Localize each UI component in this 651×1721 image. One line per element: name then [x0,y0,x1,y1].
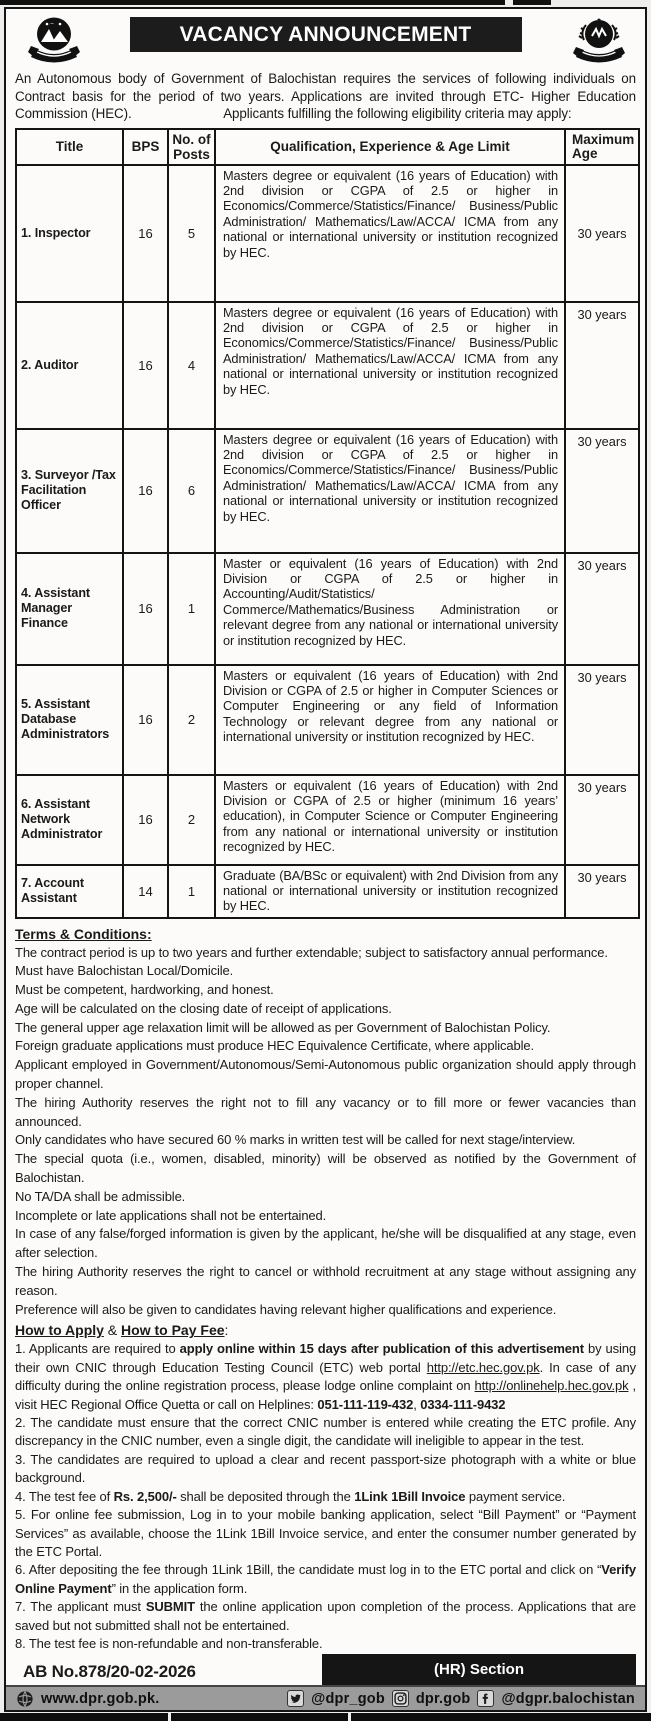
bps-cell: 16 [123,302,168,429]
ampersand: & [103,1322,122,1339]
max-age-cell: 30 years [565,665,639,775]
qualification-cell: Masters degree or equivalent (16 years of Education) with 2nd division or CGPA of 2.5 or higher in Economics/Commerce/Statistics/Finance/ Business/Public Administration/ Mathematics/Law/ACCA/ ICMA from any national or international university or institution recognized by HEC. [215,302,565,429]
how-to-item: 1. Applicants are required to apply online within 15 days after publication of this advertisement by using their own CNIC through Education Testing Council (ETC) web portal http://etc.hec.gov.pk. In case of any difficulty during the online registration process, please lodge online complaint on http://onlinehelp.hec.gov.pk , visit HEC Regional Office Quetta or call on Helplines: 051-111-119-432, 0334-111-9432 [15,1341,637,1412]
posts-cell: 6 [168,429,215,553]
colon: : [224,1322,229,1339]
qualification-cell: Masters degree or equivalent (16 years of Education) with 2nd division or CGPA of 2.5 or higher in Economics/Commerce/Statistics/Finance/ Business/Public Administration/ Mathematics/Law/ACCA/ ICMA from any national or international university or institution recognized by HEC. [215,165,565,302]
table-header-row [16,129,639,165]
instagram-handle: dpr.gob [415,1690,471,1707]
how-to-item: 6. After depositing the fee through 1Link 1Bill, the candidate must log in to the ETC portal and click on “Verify Online Payment” in the application form. [15,1562,636,1596]
terms-and-conditions-section [15,926,636,1320]
how-to-heading [15,1322,636,1338]
term-item: Age will be calculated on the closing date of receipt of applications. [15,1000,392,1016]
max-age-cell: 30 years [565,775,639,865]
ab-number: AB No.878/20-02-2026 [23,1662,196,1681]
table-row [16,429,639,553]
max-age-cell: 30 years [565,302,639,429]
advert-header [15,14,636,62]
term-item: Must have Balochistan Local/Domicile. [15,963,234,979]
bps-cell: 16 [123,553,168,665]
term-item: Must be competent, hardworking, and honest. [15,982,274,998]
posts-cell: 2 [168,775,215,865]
how-to-apply-section [15,1321,636,1653]
bps-cell: 16 [123,775,168,865]
job-title-cell: 3. Surveyor /Tax Facilitation Officer [16,429,123,553]
hr-section-box [322,1654,636,1685]
link-text: http://onlinehelp.hec.gov.pk [474,1378,629,1394]
how-to-item: 3. The candidates are required to upload a clear and recent passport-size photograph with a white or blue background. [15,1451,636,1486]
col-header-qualification: Qualification, Experience & Age Limit [215,129,565,165]
job-title-cell: 6. Assistant Network Administrator [16,775,123,865]
qualification-cell: Masters or equivalent (16 years of Education) with 2nd Division or CGPA of 2.5 or higher (minimum 16 years’ education), in Computer Science or Computer Engineering from any national or international university or institution recognized by HEC. [215,775,565,865]
bps-cell: 16 [123,665,168,775]
job-title-cell: 2. Auditor [16,302,123,429]
bps-cell: 16 [123,429,168,553]
term-item: The general upper age relaxation limit will be allowed as per Government of Balochistan Policy. [15,1019,551,1035]
job-title-cell: 4. Assistant Manager Finance [16,553,123,665]
posts-cell: 1 [168,553,215,665]
col-header-bps: BPS [123,129,168,165]
advert-footer [15,1654,636,1685]
hr-section-label: (HR) Section [434,1661,524,1678]
bps-cell: 14 [123,865,168,918]
how-to-item: 7. The applicant must SUBMIT the online application upon completion of the process. Applications that are saved but not submitted shall not be entertained. [15,1599,636,1633]
vacancies-table [15,128,640,919]
how-to-item: 4. The test fee of Rs. 2,500/- shall be deposited through the 1Link 1Bill Invoice payment service. [15,1488,566,1504]
table-row [16,865,639,918]
qualification-cell: Graduate (BA/BSc or equivalent) with 2nd Division from any national or international university or institution recognized by HEC. [215,865,565,918]
globe-icon [16,1690,34,1708]
twitter-icon [287,1690,304,1707]
posts-cell: 5 [168,165,215,302]
term-item: Applicant employed in Government/Autonomous/Semi-Autonomous public organization should apply through proper channel. [15,1057,636,1092]
job-title-cell: 1. Inspector [16,165,123,302]
max-age-cell: 30 years [565,865,639,918]
how-to-item: 8. The test fee is non-refundable and non-transferable. [15,1635,323,1651]
posts-cell: 4 [168,302,215,429]
balochistan-crest-icon [25,16,83,66]
vacancy-advertisement [4,7,647,1712]
col-header-posts: No. of Posts [168,129,215,165]
max-age-cell: 30 years [565,553,639,665]
instagram-icon [392,1690,409,1707]
term-item: Preference will also be given to candidates having relevant higher qualifications and experience. [15,1301,557,1317]
term-item: The contract period is up to two years and further extendable; subject to satisfactory annual performance. [15,944,608,960]
max-age-cell: 30 years [565,429,639,553]
link-text: http://etc.hec.gov.pk [426,1359,540,1375]
term-item: No TA/DA shall be admissible. [15,1188,186,1204]
term-item: Foreign graduate applications must produce HEC Equivalence Certificate, where applicable. [15,1038,535,1054]
intro-paragraph [15,70,636,123]
term-item: The special quota (i.e., women, disabled, minority) will be observed as notified by the Government of Balochistan. [15,1151,636,1186]
facebook-icon [477,1690,494,1707]
posts-cell: 1 [168,865,215,918]
term-item: The hiring Authority reserves the right to cancel or withhold recruitment at any stage without assigning any reason. [15,1264,636,1298]
col-header-title: Title [16,129,123,165]
dpr-social-bar [6,1685,645,1710]
table-row [16,165,639,302]
table-row [16,665,639,775]
bps-cell: 16 [123,165,168,302]
qualification-cell: Masters or equivalent (16 years of Education) with 2nd Division or CGPA of 2.5 or higher in Computer Sciences or Computer Engineering or any field of Information Technology or relevant degree from any national or international university or institution recognized by HEC. [215,665,565,775]
qualification-cell: Masters degree or equivalent (16 years of Education) with 2nd division or CGPA of 2.5 or higher in Economics/Commerce/Statistics/Finance/ Business/Public Administration/ Mathematics/Law/ACCA/ ICMA from any national or international university or institution recognized by HEC. [215,429,565,553]
table-row [16,553,639,665]
col-header-max-age: Maximum Age [565,129,639,165]
term-item: Incomplete or late applications shall not be entertained. [15,1207,327,1223]
department-crest-icon [570,16,628,70]
facebook-handle: @dgpr.balochistan [501,1690,635,1707]
table-row [16,775,639,865]
job-title-cell: 5. Assistant Database Administrators [16,665,123,775]
table-row [16,302,639,429]
title-bar [130,17,522,52]
twitter-handle: @dpr_gob [311,1690,385,1707]
terms-heading: Terms & Conditions: [15,925,152,942]
website-url: www.dpr.gob.pk. [41,1690,160,1707]
how-to-item: 2. The candidate must ensure that the correct CNIC number is entered while creating the ETC profile. Any discrepancy in the CNIC number, even a single digit, the candidate will ineligible to appear in the test. [15,1415,636,1449]
adjacent-print-remnant-top [0,0,651,6]
adjacent-print-remnant-bottom [0,1713,651,1721]
how-to-apply-label: How to Apply [15,1322,104,1339]
term-item: The hiring Authority reserves the right not to fill any vacancy or to fill more or fewer vacancies than announced. [15,1094,636,1129]
term-item: In case of any false/forged information is given by the applicant, he/she will be disqualified at any stage, even after selection. [15,1226,636,1261]
page-title: VACANCY ANNOUNCEMENT [179,22,472,46]
intro-text: An Autonomous body of Government of Balochistan requires the services of following individuals on Contract basis for the period of two years. Applications are invited through ETC- Higher Education Commission (HEC). [15,71,636,121]
qualification-cell: Master or equivalent (16 years of Education) with 2nd Division or CGPA of 2.5 or higher in Accounting/Audit/Statistics/ Commerce/Mathematics/Business Administration or relevant degree from any national or international university or institution recognized by HEC. [215,553,565,665]
term-item: Only candidates who have secured 60 % marks in written test will be called for next stage/interview. [15,1132,576,1148]
intro-applicants-text: Applicants fulfilling the following eligibility criteria may apply: [223,106,572,121]
how-to-pay-fee-label: How to Pay Fee [121,1322,225,1339]
how-to-item: 5. For online fee submission, Log in to your mobile banking application, select “Bill Payment” or “Payment Services” as available, choose the 1Link 1Bill Invoice service, and enter the consumer number generated by the ETC Portal. [15,1507,636,1559]
posts-cell: 2 [168,665,215,775]
job-title-cell: 7. Account Assistant [16,865,123,918]
max-age-cell: 30 years [565,165,639,302]
